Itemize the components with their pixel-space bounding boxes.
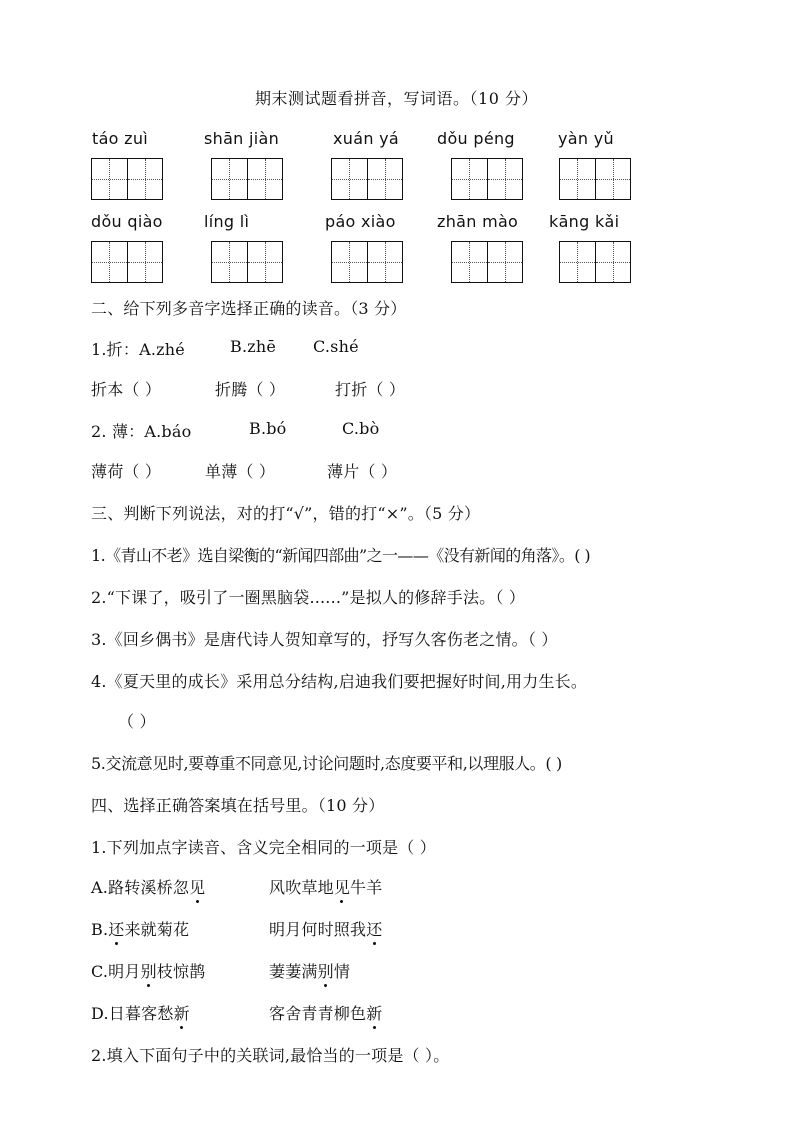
writing-grid[interactable] (331, 158, 403, 200)
writing-grid[interactable] (559, 158, 631, 200)
option-text: 明月 (108, 962, 141, 981)
judgement-item[interactable]: 5.交流意见时,要尊重不同意见,讨论问题时,态度要平和,以理服人。( ) (91, 754, 562, 773)
dotted-char: 还 (366, 917, 382, 940)
writing-grid[interactable] (331, 241, 403, 283)
judgement-item[interactable]: 2.“下课了，吸引了一圈黑脑袋......”是拟人的修辞手法。（ ） (91, 588, 526, 607)
judgement-item: 4.《夏天里的成长》采用总分结构,启迪我们要把握好时间,用力生长。 (91, 672, 588, 691)
answer-item[interactable]: 单薄（ ） (205, 462, 276, 481)
question-label: 1.折：A.zhé (91, 340, 185, 359)
pinyin-label: dǒu qiào (91, 212, 163, 231)
choice-option-b[interactable] (91, 917, 691, 941)
answer-line (91, 459, 691, 481)
pinyin-row-2 (0, 212, 793, 236)
option-label: A. (91, 878, 109, 897)
pinyin-label: líng lì (204, 212, 250, 231)
page-title: 期末测试题看拼音，写词语。（10 分） (255, 89, 538, 108)
writing-grid[interactable] (91, 158, 163, 200)
question-line (91, 337, 691, 359)
option-label: B. (91, 920, 109, 939)
dotted-char: 见 (189, 875, 205, 898)
choice-question[interactable]: 2.填入下面句子中的关联词,最恰当的一项是（ ）。 (91, 1046, 450, 1065)
option-text: C.bò (342, 419, 380, 438)
pinyin-label: páo xiào (325, 212, 396, 231)
writing-grid[interactable] (451, 158, 523, 200)
choice-question[interactable]: 1.下列加点字读音、含义完全相同的一项是（ ） (91, 838, 436, 857)
option-text: B.bó (249, 419, 287, 438)
option-label: D. (91, 1004, 109, 1023)
answer-item[interactable]: 折腾（ ） (215, 380, 286, 399)
section-heading: 四、选择正确答案填在括号里。（10 分） (91, 796, 385, 815)
dotted-char: 新 (174, 1001, 190, 1024)
writing-grid[interactable] (211, 158, 283, 200)
writing-grid[interactable] (91, 241, 163, 283)
section-heading: 三、判断下列说法，对的打“√”，错的打“×”。（5 分） (91, 504, 481, 523)
answer-line (91, 377, 691, 399)
option-label: C. (91, 962, 109, 981)
answer-item[interactable]: 打折（ ） (335, 380, 406, 399)
writing-grid[interactable] (451, 241, 523, 283)
pinyin-label: shān jiàn (204, 129, 280, 148)
answer-bracket[interactable]: （ ） (118, 712, 156, 731)
option-text: 萋萋满 (269, 962, 318, 981)
dotted-char: 见 (334, 875, 350, 898)
option-text: 枝惊鹊 (156, 962, 206, 981)
section-heading: 二、给下列多音字选择正确的读音。（3 分） (91, 299, 407, 318)
dotted-char: 别 (318, 959, 334, 982)
pinyin-label: dǒu péng (437, 129, 515, 148)
judgement-item[interactable]: 3.《回乡偶书》是唐代诗人贺知章写的，抒写久客伤老之情。（ ） (91, 630, 558, 649)
answer-item[interactable]: 折本（ ） (91, 380, 162, 399)
pinyin-label: kāng kǎi (549, 212, 620, 231)
choice-option-c[interactable] (91, 959, 691, 983)
dotted-char: 别 (141, 959, 157, 982)
option-text: 风吹草地 (269, 878, 334, 897)
pinyin-label: zhān mào (437, 212, 519, 231)
answer-item[interactable]: 薄片（ ） (327, 462, 398, 481)
option-text: 牛羊 (350, 878, 383, 897)
option-text: 日暮客愁 (108, 1004, 174, 1023)
question-line (91, 419, 691, 441)
writing-grid[interactable] (559, 241, 631, 283)
writing-grid[interactable] (211, 241, 283, 283)
option-text: C.shé (313, 337, 359, 356)
choice-option-d[interactable] (91, 1001, 691, 1025)
pinyin-label: táo zuì (92, 129, 149, 148)
option-text: 明月何时照我 (269, 920, 367, 939)
option-text: 客舍青青柳色 (269, 1004, 367, 1023)
pinyin-row-1 (0, 129, 793, 153)
option-text: B.zhē (230, 337, 277, 356)
option-text: 路转溪桥忽 (108, 878, 190, 897)
dotted-char: 还 (108, 917, 124, 940)
answer-item[interactable]: 薄荷（ ） (91, 462, 162, 481)
pinyin-label: yàn yǔ (558, 129, 614, 148)
judgement-item[interactable]: 1.《青山不老》选自梁衡的“新闻四部曲”之一——《没有新闻的角落》。( ) (91, 546, 590, 565)
dotted-char: 新 (366, 1001, 382, 1024)
choice-option-a[interactable] (91, 875, 691, 899)
question-label: 2. 薄：A.báo (91, 422, 192, 441)
option-text: 情 (333, 962, 351, 981)
pinyin-label: xuán yá (333, 129, 400, 148)
option-text: 来就菊花 (124, 920, 190, 939)
